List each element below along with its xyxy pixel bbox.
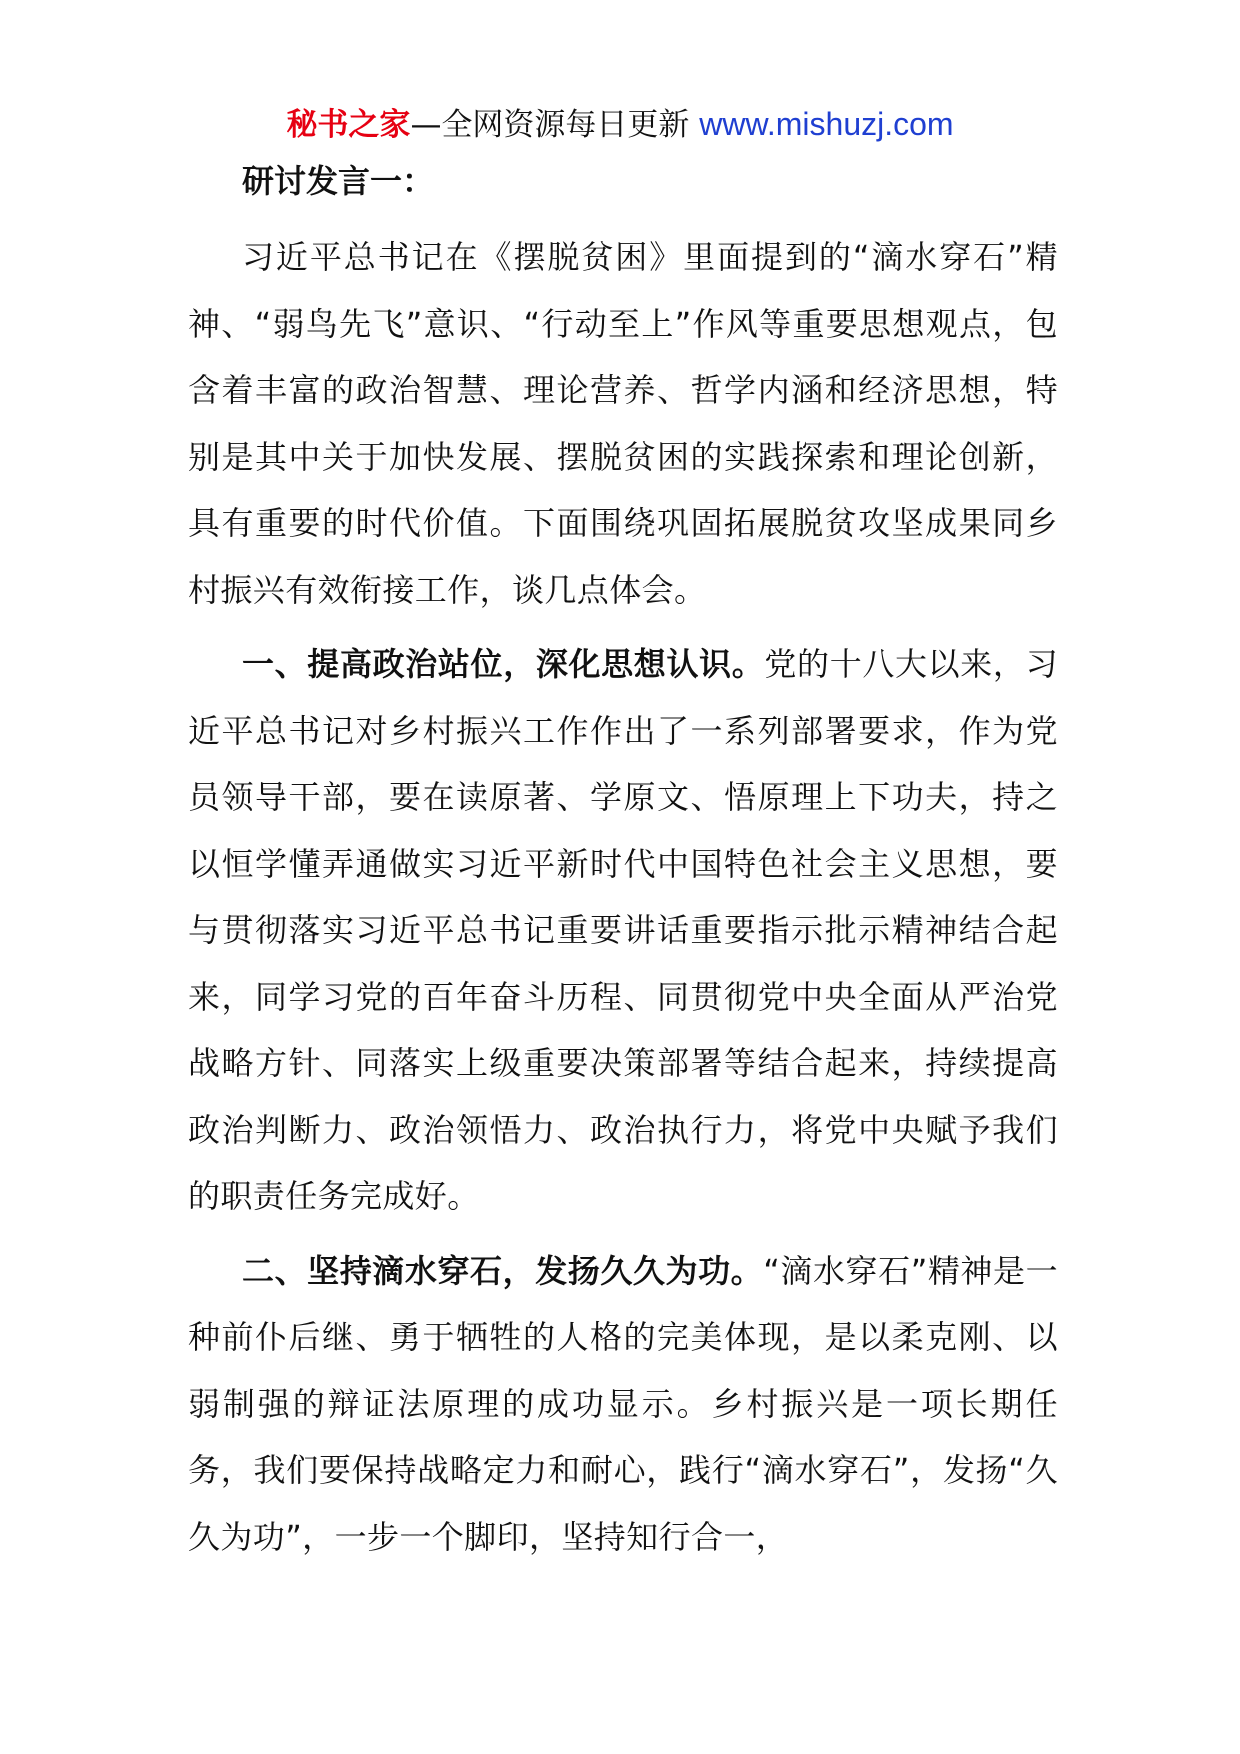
section-heading: 二、坚持滴水穿石，发扬久久为功。 [242, 1251, 764, 1290]
paragraph-intro [188, 224, 1058, 623]
site-banner [0, 102, 1240, 147]
document-title: 研讨发言一： [242, 162, 435, 200]
paragraph-text: “滴水穿石”精神是一种前仆后继、勇于牺牲的人格的完美体现，是以柔克刚、以弱制强的辩证法原理的成功显示。乡村振兴是一项长期任务，我们要保持战略定力和耐心，践行“滴水穿石”，发扬“久久为功”，一步一个脚印，坚持知行合一， [188, 1251, 1058, 1556]
paragraph-text: 习近平总书记在《摆脱贫困》里面提到的“滴水穿石”精神、“弱鸟先飞”意识、“行动至上”作风等重要思想观点，包含着丰富的政治智慧、理论营养、哲学内涵和经济思想，特别是其中关于加快发展、摆脱贫困的实践探索和理论创新，具有重要的时代价值。下面围绕巩固拓展脱贫攻坚成果同乡村振兴有效衔接工作，谈几点体会。 [188, 238, 1058, 609]
site-url-link[interactable]: www.mishuzj.com [699, 106, 954, 142]
paragraph-section-2 [188, 1238, 1058, 1571]
document-body [188, 158, 1058, 1578]
paragraph-section-1 [188, 631, 1058, 1230]
site-tagline: —全网资源每日更新 [410, 107, 700, 143]
site-brand-name: 秘书之家 [286, 107, 411, 143]
paragraph-text: 党的十八大以来，习近平总书记对乡村振兴工作作出了一系列部署要求，作为党员领导干部，要在读原著、学原文、悟原理上下功夫，持之以恒学懂弄通做实习近平新时代中国特色社会主义思想，要与贯彻落实习近平总书记重要讲话重要指示批示精神结合起来，同学习党的百年奋斗历程、同贯彻党中央全面从严治党战略方针、同落实上级重要决策部署等结合起来，持续提高政治判断力、政治领悟力、政治执行力，将党中央赋予我们的职责任务完成好。 [188, 645, 1058, 1215]
section-heading: 一、提高政治站位，深化思想认识。 [242, 645, 765, 683]
